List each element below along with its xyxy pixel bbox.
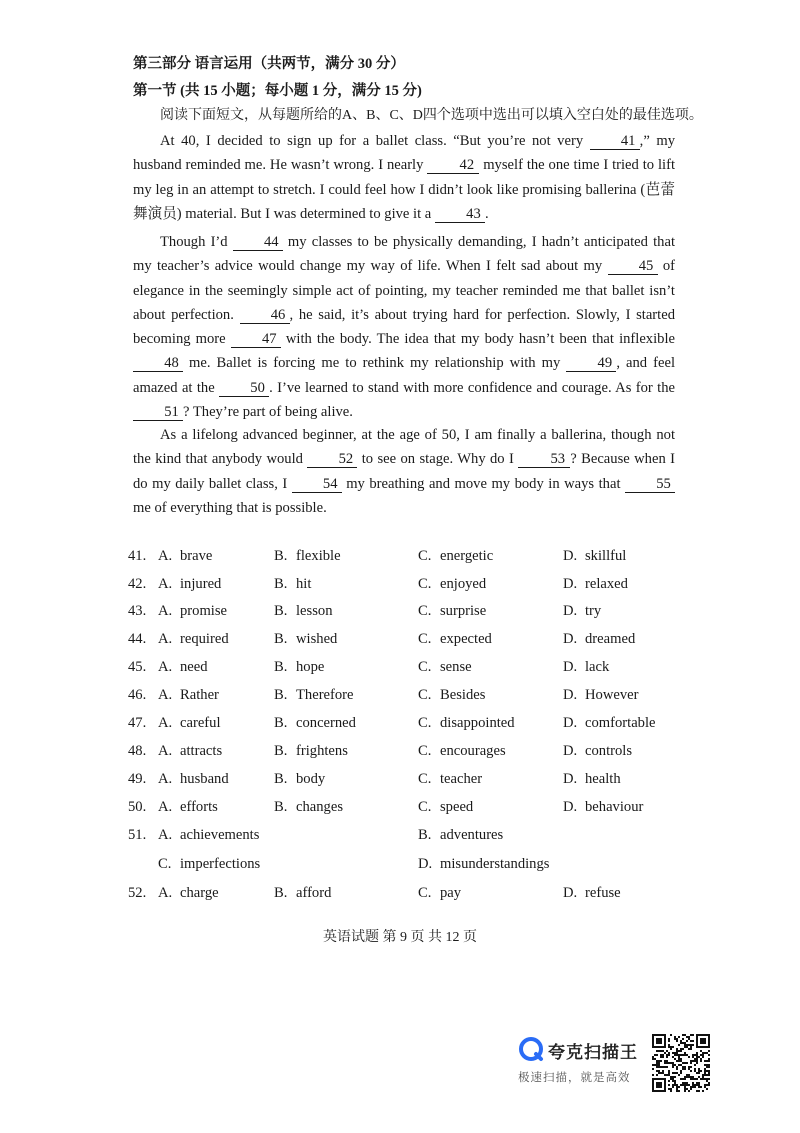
answer-option[interactable] [563,799,643,816]
answer-option[interactable] [158,576,221,593]
blank-48[interactable]: 48 [133,355,183,372]
section-title: 第三部分 语言运用（共两节，满分 30 分） [133,56,405,72]
passage-text: ? They’re part of being alive. [183,404,353,421]
passage-text: Though I’d [160,234,233,250]
option-text: energetic [440,548,494,564]
passage-text: At 40, I decided to sign up for a ballet class. “But you’re not very [160,133,590,149]
option-letter: D. [563,743,578,759]
option-letter: B. [274,799,288,815]
answer-option[interactable] [418,576,486,593]
option-letter: A. [158,885,173,901]
option-letter: C. [418,659,432,675]
answer-option[interactable] [274,771,325,788]
answer-option[interactable] [274,548,341,565]
option-text: surprise [440,603,487,619]
question-number: 41. [128,548,147,564]
answer-option[interactable] [274,659,324,676]
option-letter: C. [418,548,432,564]
option-text: Therefore [296,687,354,703]
option-letter: C. [418,743,432,759]
passage-text: me of everything that is possible. [133,499,327,516]
option-text: adventures [440,827,504,843]
option-letter: D. [563,576,578,592]
instructions: 阅读下面短文，从每题所给的A、B、C、D四个选项中选出可以填入空白处的最佳选项。 [160,108,703,123]
passage-text: , he said, it’s about trying hard for perfection. Slowly, I started becoming more [133,306,675,348]
answer-option[interactable] [418,548,493,565]
option-text: efforts [180,799,218,815]
scanner-brand-name: 夸克扫描王 [548,1043,638,1063]
option-letter: C. [418,799,432,815]
answer-option[interactable] [158,885,219,902]
option-text: brave [180,548,213,564]
option-letter: D. [563,659,578,675]
passage-text: my classes to be physically demanding, I hadn’t anticipated that my teacher’s advice would change my way of life. When I felt sad about my [133,234,676,275]
answer-option[interactable] [274,631,337,648]
answer-option[interactable] [563,715,656,732]
passage-text: myself the one time I tried to lift my leg in an attempt to stretch. I could feel how I didn’t look like promising ballerina (芭蕾舞演员) material. But I was determined to give it a [133,157,675,222]
option-text: achievements [180,827,260,843]
blank-46[interactable]: 46 [240,307,290,324]
answer-option[interactable] [274,576,311,593]
option-text: need [180,659,208,675]
option-letter: A. [158,743,173,759]
answer-option[interactable] [563,603,601,620]
question-number: 50. [128,799,147,815]
answer-option[interactable] [563,631,635,648]
blank-43[interactable]: 43 [435,206,485,223]
question-number: 52. [128,885,147,901]
question-number: 46. [128,687,147,703]
option-letter: A. [158,603,173,619]
answer-option[interactable] [158,715,221,732]
blank-41[interactable]: 41 [590,133,640,150]
option-letter: B. [274,631,288,647]
answer-option[interactable] [158,548,212,565]
option-text: encourages [440,743,506,759]
option-letter: A. [158,799,173,815]
option-letter: C. [418,576,432,592]
option-text: relaxed [585,576,628,592]
option-letter: B. [274,885,288,901]
option-text: imperfections [180,856,261,872]
passage-text: ,” my husband reminded me. He wasn’t wrong. I nearly [133,133,675,174]
option-text: wished [296,631,338,647]
option-text: lack [585,659,610,675]
passage-paragraph-2 [133,230,675,424]
option-text: attracts [180,743,223,759]
passage-text: ? Because when I do my daily ballet class, I [133,451,675,492]
option-text: injured [180,576,222,592]
option-text: enjoyed [440,576,487,592]
question-number: 44. [128,631,147,647]
answer-option[interactable] [158,631,229,648]
answer-option[interactable] [563,659,609,676]
answer-option[interactable] [418,659,472,676]
option-text: health [585,771,621,787]
answer-option[interactable] [418,603,486,620]
option-text: expected [440,631,492,647]
option-text: misunderstandings [440,856,550,872]
passage-paragraph-3 [133,423,675,520]
answer-option[interactable] [563,576,628,593]
passage-text: As a lifelong advanced beginner, at the age of 50, I am finally a ballerina, though not the kind that anybody would [133,427,675,468]
option-letter: D. [563,771,578,787]
passage-text: to see on stage. Why do I [357,451,519,468]
scanner-tagline: 极速扫描，就是高效 [518,1070,631,1084]
option-text: hope [296,659,325,675]
answer-option[interactable] [563,687,639,704]
blank-54[interactable]: 54 [292,476,342,493]
blank-45[interactable]: 45 [608,258,658,275]
option-text: concerned [296,715,356,731]
answer-option[interactable] [158,771,229,788]
option-text: frightens [296,743,348,759]
answer-option[interactable] [418,827,503,844]
answer-option[interactable] [418,856,549,873]
answer-option[interactable] [563,548,626,565]
option-letter: B. [274,659,288,675]
answer-option[interactable] [274,715,356,732]
option-letter: D. [563,603,578,619]
passage-paragraph-1 [133,129,675,226]
answer-option[interactable] [158,603,227,620]
option-letter: B. [274,687,288,703]
option-letter: B. [274,603,288,619]
option-letter: C. [418,715,432,731]
option-text: required [180,631,229,647]
option-text: refuse [585,885,621,901]
blank-47[interactable]: 47 [231,331,281,348]
option-letter: D. [418,856,433,872]
blank-44[interactable]: 44 [233,234,283,251]
option-text: charge [180,885,219,901]
option-letter: A. [158,687,173,703]
option-text: careful [180,715,221,731]
option-letter: D. [563,631,578,647]
passage-text: with the body. The idea that my body hasn’t been that inflexible [280,331,675,348]
answer-option[interactable] [158,743,222,760]
option-letter: B. [274,771,288,787]
option-text: changes [296,799,344,815]
answer-option[interactable] [158,856,260,873]
answer-option[interactable] [158,687,219,704]
question-number: 43. [128,603,147,619]
option-letter: C. [418,603,432,619]
answer-option[interactable] [418,715,515,732]
option-letter: C. [418,687,432,703]
page-footer: 英语试题 第 9 页 共 12 页 [323,930,477,945]
option-text: pay [440,885,462,901]
option-letter: B. [274,548,288,564]
blank-55[interactable]: 55 [625,476,675,493]
option-letter: A. [158,827,173,843]
option-text: disappointed [440,715,515,731]
option-letter: B. [274,743,288,759]
option-text: Rather [180,687,219,703]
option-text: comfortable [585,715,656,731]
option-text: dreamed [585,631,636,647]
option-letter: D. [563,715,578,731]
blank-52[interactable]: 52 [307,451,357,468]
option-letter: C. [418,885,432,901]
option-letter: C. [418,631,432,647]
answer-option[interactable] [563,885,621,902]
option-text: body [296,771,326,787]
answer-option[interactable] [418,799,473,816]
passage-text: my breathing and move my body in ways that [341,475,625,492]
option-letter: A. [158,715,173,731]
question-number: 45. [128,659,147,675]
answer-option[interactable] [418,743,506,760]
answer-option[interactable] [418,885,461,902]
scanner-logo-icon [518,1036,544,1062]
subsection-title: 第一节 (共 15 小题；每小题 1 分，满分 15 分) [133,83,422,99]
qr-code-icon [652,1034,710,1092]
answer-option[interactable] [158,827,259,844]
blank-49[interactable]: 49 [566,355,616,372]
answer-option[interactable] [274,603,332,620]
option-letter: C. [418,771,432,787]
option-text: teacher [440,771,483,787]
option-letter: B. [274,715,288,731]
question-number: 49. [128,771,147,787]
option-letter: D. [563,548,578,564]
option-letter: D. [563,885,578,901]
option-text: flexible [296,548,341,564]
option-letter: A. [158,659,173,675]
question-number: 42. [128,576,147,592]
option-letter: A. [158,576,173,592]
answer-option[interactable] [563,771,621,788]
answer-option[interactable] [274,799,343,816]
passage-text: . [484,205,489,222]
option-text: promise [180,603,228,619]
blank-50[interactable]: 50 [219,380,269,397]
option-letter: C. [158,856,172,872]
option-letter: A. [158,631,173,647]
passage-text: , and feel amazed at the [133,355,675,396]
option-letter: D. [563,687,578,703]
answer-option[interactable] [158,659,208,676]
option-text: husband [180,771,229,787]
option-letter: B. [274,576,288,592]
passage-text: . I’ve learned to stand with more confidence and courage. As for the [269,379,676,396]
option-letter: B. [418,827,432,843]
option-text: lesson [296,603,333,619]
question-number: 48. [128,743,147,759]
option-text: afford [296,885,332,901]
option-text: try [585,603,602,619]
blank-42[interactable]: 42 [427,157,479,174]
passage-text: me. Ballet is forcing me to rethink my relationship with my [183,355,567,372]
blank-53[interactable]: 53 [518,451,570,468]
answer-option[interactable] [158,799,218,816]
answer-option[interactable] [418,631,492,648]
option-text: sense [440,659,472,675]
answer-option[interactable] [418,771,482,788]
answer-option[interactable] [274,687,354,704]
answer-option[interactable] [274,743,348,760]
question-number: 51. [128,827,147,843]
option-letter: A. [158,771,173,787]
option-letter: D. [563,799,578,815]
option-text: controls [585,743,633,759]
question-number: 47. [128,715,147,731]
option-text: hit [296,576,312,592]
blank-51[interactable]: 51 [133,404,183,421]
option-text: behaviour [585,799,644,815]
option-text: skillful [585,548,627,564]
option-text: speed [440,799,474,815]
passage-text: of elegance in the seemingly simple act of pointing, my teacher reminded me that ballet isn’t about perfection. [133,258,675,323]
option-letter: A. [158,548,173,564]
answer-option[interactable] [274,885,331,902]
option-text: Besides [440,687,486,703]
answer-option[interactable] [563,743,632,760]
answer-option[interactable] [418,687,485,704]
option-text: However [585,687,639,703]
